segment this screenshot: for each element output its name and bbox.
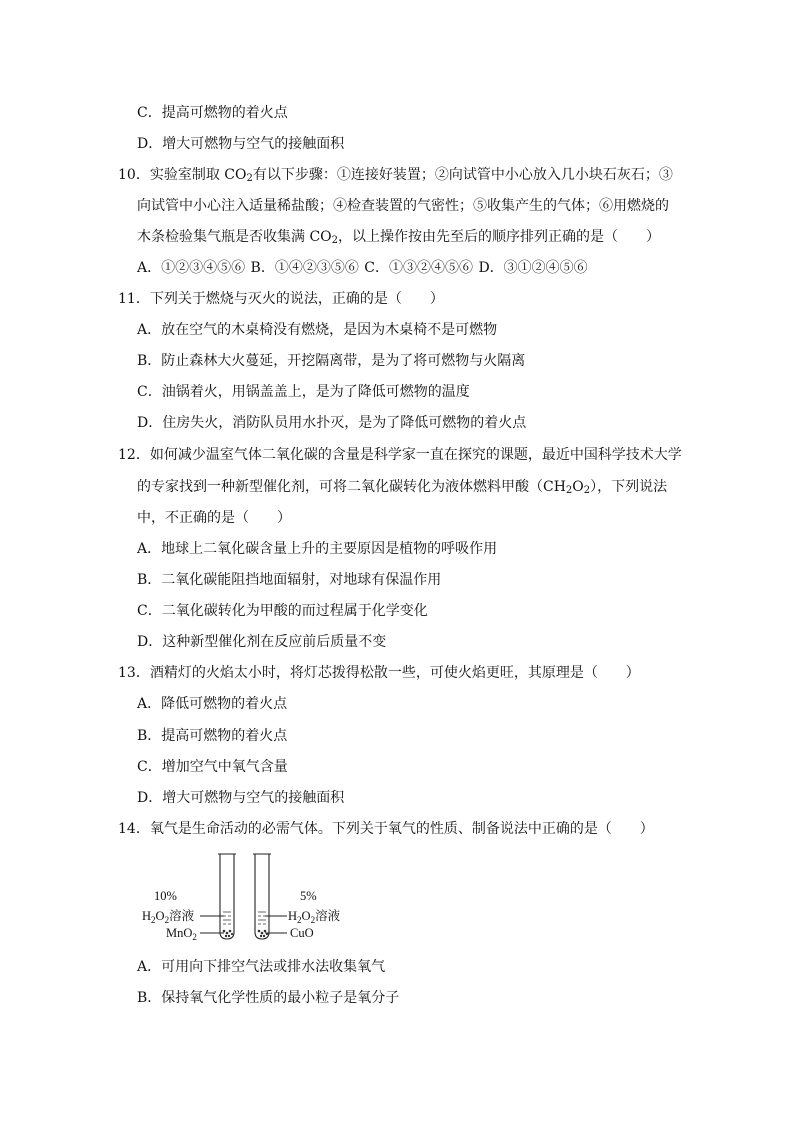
q11-option-b: B．防止森林大火蔓延，开挖隔离带，是为了将可燃物与火隔离 [137, 353, 526, 369]
q14-option-a: A．可用向下排空气法或排水法收集氧气 [137, 959, 386, 975]
q14-stem: 14．氧气是生命活动的必需气体。下列关于氧气的性质、制备说法中正确的是（ ） [118, 821, 654, 837]
right-test-tube [253, 854, 271, 939]
q13-option-c: C．增加空气中氧气含量 [137, 759, 288, 775]
q12-option-a: A．地球上二氧化碳含量上升的主要原因是植物的呼吸作用 [137, 541, 498, 557]
q12-stem-line2: 的专家找到一种新型催化剂，可将二氧化碳转化为液体燃料甲酸$(CH_2O_2)$，下列说法 [137, 479, 668, 496]
right-tube-liquid [258, 912, 266, 924]
q9-option-c: C．提高可燃物的着火点 [137, 105, 288, 121]
right-solution-label: $H_2O_2$溶液 [288, 909, 341, 925]
q12-stem-line3: 中，不正确的是（ ） [137, 510, 291, 526]
q11-option-a: A．放在空气的木桌椅没有燃烧，是因为木桌椅不是可燃物 [137, 322, 498, 338]
q11-stem: 11．下列关于燃烧与灭火的说法，正确的是（ ） [118, 291, 444, 307]
mno2-solid [223, 930, 233, 938]
q11-option-c: C．油锅着火，用锅盖盖上，是为了降低可燃物的温度 [137, 384, 470, 400]
q12-option-c: C．二氧化碳转化为甲酸的而过程属于化学变化 [137, 603, 428, 619]
q12-stem-line1: 12．如何减少温室气体二氧化碳的含量是科学家一直在探究的课题，最近中国科学技术大学 [118, 447, 682, 463]
q9-option-d: D．增大可燃物与空气的接触面积 [137, 136, 345, 152]
q13-option-d: D．增大可燃物与空气的接触面积 [137, 790, 345, 806]
left-tube-liquid [223, 912, 231, 924]
left-catalyst-label: MnO$_2$ [166, 926, 197, 942]
left-concentration-label: 10% [154, 889, 177, 903]
q12-option-b: B．二氧化碳能阻挡地面辐射，对地球有保温作用 [137, 572, 442, 588]
q10-stem-line3: 木条检验集气瓶是否收集满 $CO_2$，以上操作按由先至后的顺序排列正确的是（ ） [137, 229, 661, 246]
q13-option-b: B．提高可燃物的着火点 [137, 728, 288, 744]
left-test-tube [218, 854, 236, 939]
test-tube-diagram [140, 850, 360, 942]
q10-options: A．①②③④⑤⑥ B．①④②③⑤⑥ C．①③②④⑤⑥ D．③①②④⑤⑥ [137, 260, 588, 276]
cuo-solid [258, 930, 268, 938]
q14-option-b: B．保持氧气化学性质的最小粒子是氧分子 [137, 990, 400, 1006]
right-concentration-label: 5% [300, 889, 317, 903]
q12-option-d: D．这种新型催化剂在反应前后质量不变 [137, 634, 387, 650]
q11-option-d: D．住房失火，消防队员用水扑灭，是为了降低可燃物的着火点 [137, 415, 527, 431]
q13-stem: 13．酒精灯的火焰太小时，将灯芯拨得松散一些，可使火焰更旺，其原理是（ ） [118, 665, 640, 681]
q13-option-a: A．降低可燃物的着火点 [137, 696, 288, 712]
right-catalyst-label: CuO [290, 926, 314, 940]
q10-stem-line1: 10．实验室制取 $CO_2$有以下步骤：①连接好装置；②向试管中小心放入几小块石灰石；③ [118, 167, 673, 184]
left-solution-label: $H_2O_2$溶液 [142, 909, 195, 925]
q10-stem-line2: 向试管中小心注入适量稀盐酸；④检查装置的气密性；⑤收集产生的气体；⑥用燃烧的 [137, 198, 669, 214]
